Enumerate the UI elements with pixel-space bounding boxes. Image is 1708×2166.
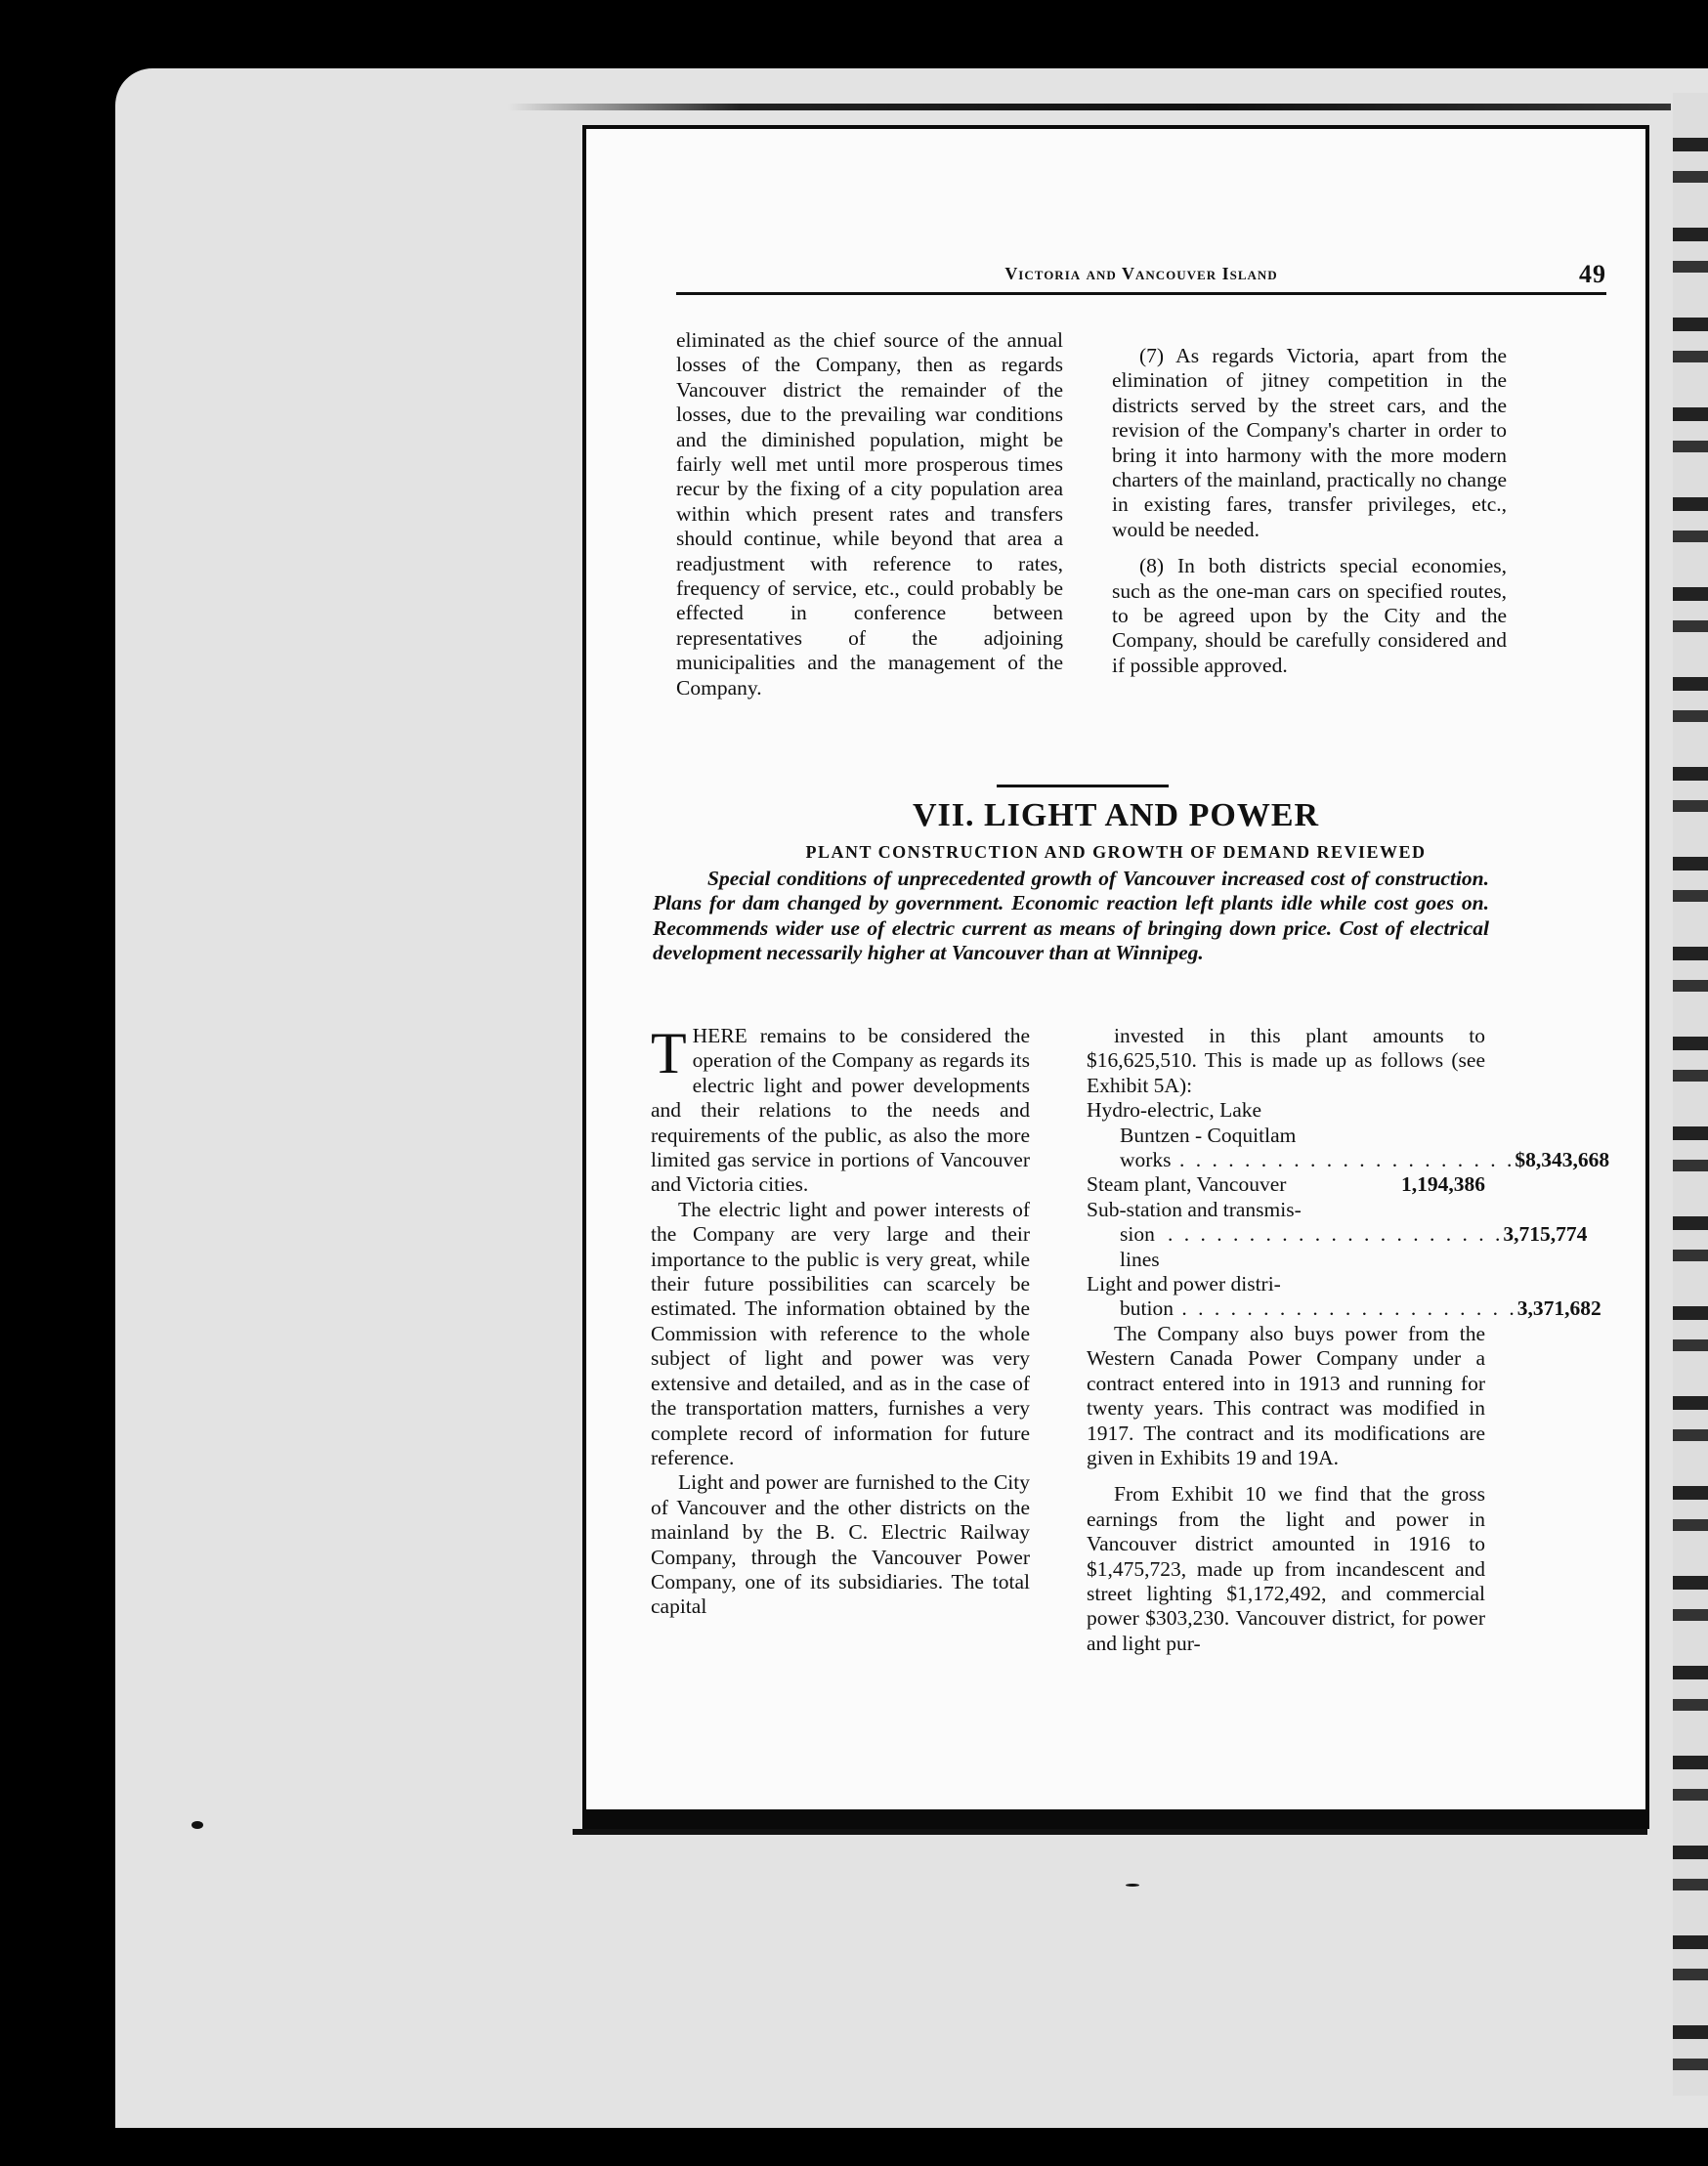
- running-header: [676, 260, 1606, 289]
- ledger-amount: 3,371,682: [1516, 1296, 1601, 1321]
- paragraph: Light and power are furnished to the City of Vancouver and the other districts on the mainland by the B. C. Electric Railway Company, through the Vancouver Power Company, one of its subsidiaries. The total capital: [651, 1470, 1030, 1619]
- right-column-top: [1112, 344, 1507, 678]
- ledger-label: Buntzen - Coquitlam: [1120, 1123, 1297, 1147]
- ledger-row: Hydro-electric, Lake Buntzen - Coquitlam works . . . . . . . . . . . . . . . . . . . . . $8,343,668: [1087, 1098, 1610, 1172]
- paragraph: The electric light and power interests of the Company are very large and their importance to the public is very great, while their future possibilities can scarcely be estimated. The information obtained by the Commission with reference to the whole subject of light and power was very extensive and detailed, and as in the case of the transportation matters, furnishes a very complete record of information for future reference.: [651, 1197, 1030, 1469]
- right-column-bottom: [1087, 1024, 1610, 1656]
- ledger-label: Light and power distri-: [1087, 1272, 1281, 1296]
- ledger-amount: $8,343,668: [1515, 1148, 1610, 1172]
- left-column-bottom: [651, 1021, 1030, 1620]
- ledger-label: bution: [1120, 1296, 1174, 1321]
- film-speck: [192, 1821, 203, 1829]
- document-page: [582, 125, 1649, 1829]
- paragraph: eliminated as the chief source of the annual losses of the Company, then as regards Vancouver district the remainder of the losses, due to the prevailing war conditions and the diminished population, might be fairly well met until more prosperous times recur by the fixing of a city population area within which present rates and transfers should continue, while beyond that area a readjustment with reference to rates, frequency of service, etc., could probably be effected in conference between representatives of the adjoining municipalities and the management of the Company.: [676, 328, 1063, 700]
- capital-intro: invested in this plant amounts to $16,625,510. This is made up as follows (see Exhibit 5A):: [1087, 1024, 1485, 1097]
- paragraph-8: (8) In both districts special economies, such as the one-man cars on specified routes, to be agreed upon by the City and the Company, should be carefully considered and if possible approved.: [1112, 554, 1507, 677]
- paragraph: From Exhibit 10 we find that the gross earnings from the light and power in Vancouver district amounted in 1916 to $1,475,723, made up from incandescent and street lighting $1,172,492, and commercial power $303,230. Vancouver district, for power and light pur-: [1087, 1482, 1485, 1655]
- ledger-label: sion lines: [1120, 1222, 1160, 1271]
- scan-streak: [508, 104, 1671, 110]
- section-subtitle: PLANT CONSTRUCTION AND GROWTH OF DEMAND REVIEWED: [805, 842, 1427, 862]
- ledger-label: Hydro-electric, Lake: [1087, 1098, 1262, 1123]
- section-summary: [653, 867, 1489, 966]
- opening-text: HERE remains to be considered the operation of the Company as regards its electric light and power developments and their relations to the needs and requirements of the public, as also the more limited gas service in portions of Vancouver and Victoria cities.: [651, 1024, 1030, 1197]
- ledger-label: Sub-station and transmis-: [1087, 1197, 1302, 1221]
- ledger-label: works: [1120, 1148, 1172, 1172]
- drop-cap: T: [651, 1021, 687, 1085]
- film-edge-perforation: [1673, 93, 1708, 2096]
- ledger-row: Light and power distri- bution . . . . . . . . . . . . . . . . . . . . . 3,371,682: [1087, 1272, 1601, 1321]
- opening-paragraph: [651, 1021, 1030, 1198]
- section-title: VII. LIGHT AND POWER: [912, 797, 1320, 833]
- left-column-top: [676, 328, 1063, 701]
- ledger-label: Steam plant, Vancouver: [1087, 1172, 1287, 1197]
- page-number: 49: [1579, 260, 1606, 288]
- header-rule: [676, 292, 1606, 295]
- paragraph: The Company also buys power from the Western Canada Power Company under a contract entered into in 1913 and running for twenty years. This contract was modified in 1917. The contract and its modifications are given in Exhibits 19 and 19A.: [1087, 1321, 1485, 1469]
- ledger-row: [1087, 1172, 1485, 1197]
- section-divider: [997, 785, 1169, 787]
- film-speck: [1126, 1884, 1139, 1887]
- ledger-amount: 1,194,386: [1401, 1172, 1485, 1197]
- summary-text: Special conditions of unprecedented growth of Vancouver increased cost of construction. Plans for dam changed by government. Economic reaction left plants idle while cost goes on. Recommends wider use of electric current as means of bringing down price. Cost of electrical development necessarily higher at Vancouver than at Winnipeg.: [653, 867, 1489, 965]
- capital-ledger: [1087, 1098, 1610, 1322]
- ledger-amount: 3,715,774: [1503, 1222, 1588, 1247]
- paragraph-7: (7) As regards Victoria, apart from the elimination of jitney competition in the districts served by the street cars, and the revision of the Company's charter in order to bring it into harmony with the more modern charters of the mainland, practically no change in existing fares, transfer privileges, etc., would be needed.: [1112, 344, 1507, 541]
- page-bottom-shadow: [573, 1829, 1647, 1835]
- running-title: Victoria and Vancouver Island: [1004, 264, 1278, 283]
- ledger-row: Sub-station and transmis- sion lines . . . . . . . . . . . . . . . . . . . . . 3,715,774: [1087, 1197, 1588, 1271]
